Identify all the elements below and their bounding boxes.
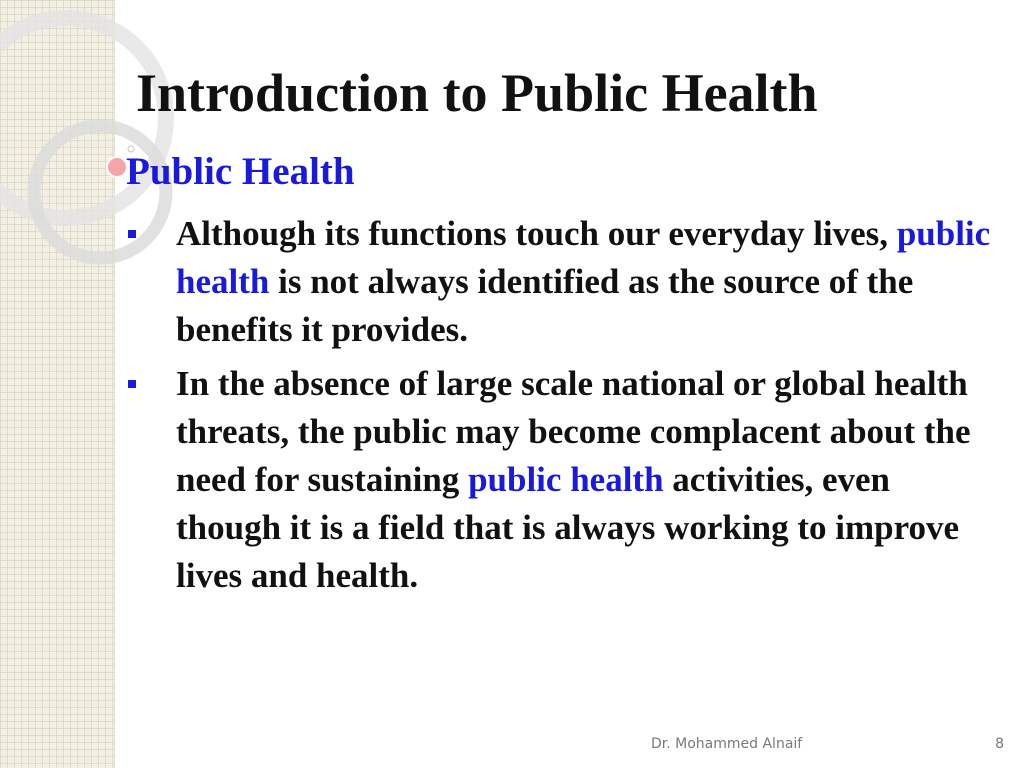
bullet-text: Although its functions touch our everyday lives, [176,214,897,253]
section-heading: Public Health [126,150,355,193]
bullet-text: In the absence of large scale national or global health threats, the public may become complacent about the need for sustaining [176,364,971,499]
bullet-item [120,210,1000,354]
highlight-term: public health [176,214,991,301]
square-bullet-icon [128,380,136,388]
slide-title: Introduction to Public Health [136,63,818,123]
footer-author: Dr. Mohammed Alnaif [651,736,803,752]
highlight-term: public health [468,460,664,499]
bullet-list [120,210,1000,606]
page-number: 8 [995,736,1004,752]
bullet-text: activities, even though it is a field that is always working to improve lives and health. [176,460,960,595]
pink-dot [107,157,127,177]
bullet-item [120,360,1000,600]
square-bullet-icon [128,230,136,238]
bullet-text: is not always identified as the source of the benefits it provides. [176,262,914,349]
